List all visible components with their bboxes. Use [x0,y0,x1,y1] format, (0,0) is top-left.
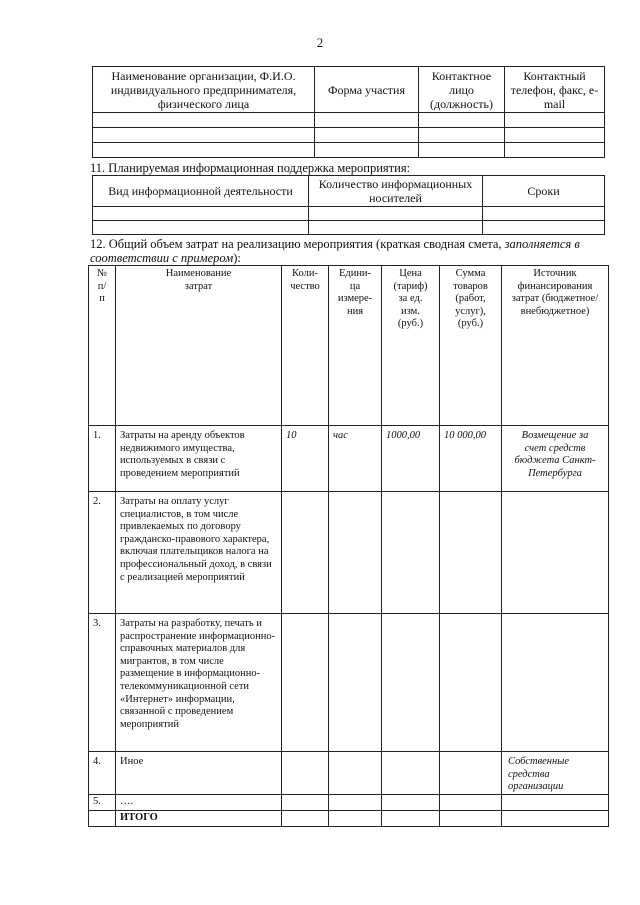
info-support-header-row [93,176,605,207]
col-sum-header: Сумма товаров (работ, услуг), (руб.) [440,266,502,426]
table-row [93,128,605,143]
table-row [93,221,605,235]
row-unit [329,614,382,752]
table-row [93,113,605,128]
col-source-header: Источник финансирования затрат (бюджетное/ внебюджетное) [502,266,609,426]
col-terms-header: Сроки [483,176,605,207]
section-11-title: 11. Планируемая информационная поддержка мероприятия: [90,161,411,175]
row-source [502,794,609,810]
section-12-title-end: ): [233,251,241,265]
cost-total-row [89,810,609,826]
row-cost-name: Затраты на разработку, печать и распространение информационно-справочных материалов для мигрантов, в том числе размещение в информационно-телекоммуникационной сети «Интернет» информации, связанной с проведением мероприятий [116,614,282,752]
row-unit [329,794,382,810]
col-contact-phone-header: Контактный телефон, факс, e-mail [505,67,605,113]
row-cost-name: Затраты на оплату услуг специалистов, в том числе привлекаемых по договору гражданско-правового характера, включая плательщиков налога на профессиональный доход, в связи с реализацией мероприятий [116,492,282,614]
row-price [382,492,440,614]
row-sum [440,492,502,614]
cost-row-3 [89,614,609,752]
row-source [502,492,609,614]
row-num: 3. [89,614,116,752]
page-number: 2 [316,35,324,50]
section-12-title [90,237,610,265]
cost-header-row [89,266,609,426]
col-price-header: Цена (тариф) за ед. изм. (руб.) [382,266,440,426]
cost-row-4 [89,752,609,795]
table-row [93,207,605,221]
col-participation-form-header: Форма участия [315,67,419,113]
row-sum [440,614,502,752]
col-unit-header: Едини- ца измере- ния [329,266,382,426]
row-qty [282,794,329,810]
row-unit: час [329,426,382,492]
cost-estimate-table [88,265,609,827]
row-price [382,614,440,752]
row-source [502,614,609,752]
row-source: Собственные средства организации [502,752,609,795]
row-cost-name: Иное [116,752,282,795]
cost-row-2 [89,492,609,614]
info-support-table [92,175,605,235]
row-cost-name: Затраты на аренду объектов недвижимого имущества, используемых в связи с проведением мероприятий [116,426,282,492]
col-info-activity-header: Вид информационной деятельности [93,176,309,207]
row-sum [440,752,502,795]
row-unit [329,492,382,614]
section-12-title-italic: заполняется в соответствии с примером [90,237,580,265]
cost-row-5 [89,794,609,810]
row-qty [282,492,329,614]
col-qty-header: Коли- чество [282,266,329,426]
col-media-count-header: Количество информационных носителей [309,176,483,207]
col-num-header: № п/ п [89,266,116,426]
row-num: 5. [89,794,116,810]
row-qty: 10 [282,426,329,492]
row-num: 4. [89,752,116,795]
row-price [382,794,440,810]
row-num: 1. [89,426,116,492]
total-label: ИТОГО [116,810,282,826]
row-unit [329,752,382,795]
row-sum: 10 000,00 [440,426,502,492]
row-price: 1000,00 [382,426,440,492]
participants-table [92,66,605,158]
row-sum [440,794,502,810]
participants-header-row [93,67,605,113]
row-cost-name: …. [116,794,282,810]
row-qty [282,752,329,795]
col-contact-person-header: Контактное лицо (должность) [419,67,505,113]
row-qty [282,614,329,752]
section-12-title-text: 12. Общий объем затрат на реализацию мероприятия (краткая сводная смета, [90,237,502,251]
row-num: 2. [89,492,116,614]
row-source: Возмещение за счет средств бюджета Санкт-Петербурга [502,426,609,492]
cost-row-1 [89,426,609,492]
col-cost-name-header: Наименование затрат [116,266,282,426]
row-price [382,752,440,795]
table-row [93,143,605,158]
col-organization-header: Наименование организации, Ф.И.О. индивидуального предпринимателя, физического лица [93,67,315,113]
